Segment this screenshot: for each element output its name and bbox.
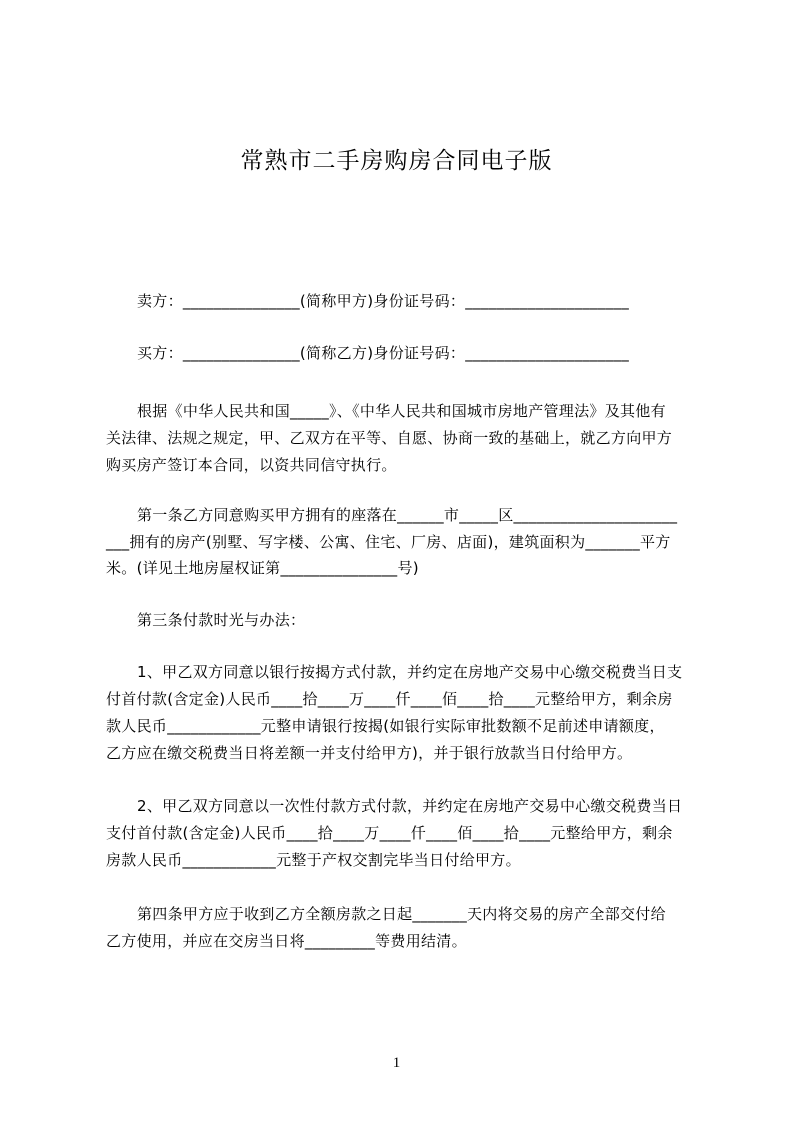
text-line: 关法律、法规之规定，甲、乙双方在平等、自愿、协商一致的基础上，就乙方向甲方: [106, 429, 673, 447]
text-line: 款人民币____________元整申请银行按揭(如银行实际审批数额不足前述申请额度，: [106, 717, 665, 735]
text-line: ___拥有的房产(别墅、写字楼、公寓、住宅、厂房、店面)，建筑面积为_______平方: [106, 533, 671, 551]
text-line: 第四条甲方应于收到乙方全额房款之日起_______天内将交易的房产全部交付给: [137, 905, 666, 923]
text-line: 乙方使用，并应在交房当日将_________等费用结清。: [106, 932, 467, 950]
text-line: 乙方应在缴交税费当日将差额一并支付给甲方)，并于银行放款当日付给甲方。: [106, 744, 633, 762]
text-line: 支付首付款(含定金)人民币____拾____万____仟____佰____拾____元整给甲方，剩余: [106, 824, 673, 842]
document-title: 常熟市二手房购房合同电子版: [240, 148, 553, 174]
text-line: 房款人民币____________元整于产权交割完毕当日付给甲方。: [106, 851, 521, 869]
text-line: 1、甲乙双方同意以银行按揭方式付款，并约定在房地产交易中心缴交税费当日支: [137, 663, 683, 681]
text-line: 付首付款(含定金)人民币____拾____万____仟____佰____拾____元整给甲方，剩余房: [106, 690, 673, 708]
article-3-heading: 第三条付款时光与办法：: [137, 611, 306, 629]
buyer-line: 买方：_______________(简称乙方)身份证号码：_____________________: [137, 344, 630, 362]
text-line: 购买房产签订本合同，以资共同信守执行。: [106, 456, 397, 474]
page-number: 1: [392, 1055, 401, 1071]
text-line: 第一条乙方同意购买甲方拥有的座落在______市_____区_____________________: [137, 506, 678, 524]
seller-line: 卖方：_______________(简称甲方)身份证号码：_____________________: [137, 292, 630, 310]
text-line: 2、甲乙双方同意以一次性付款方式付款，并约定在房地产交易中心缴交税费当日: [137, 797, 683, 815]
text-line: 根据《中华人民共和国_____》、《中华人民共和国城市房地产管理法》及其他有: [137, 402, 666, 420]
text-line: 米。(详见土地房屋权证第_______________号): [106, 559, 419, 577]
